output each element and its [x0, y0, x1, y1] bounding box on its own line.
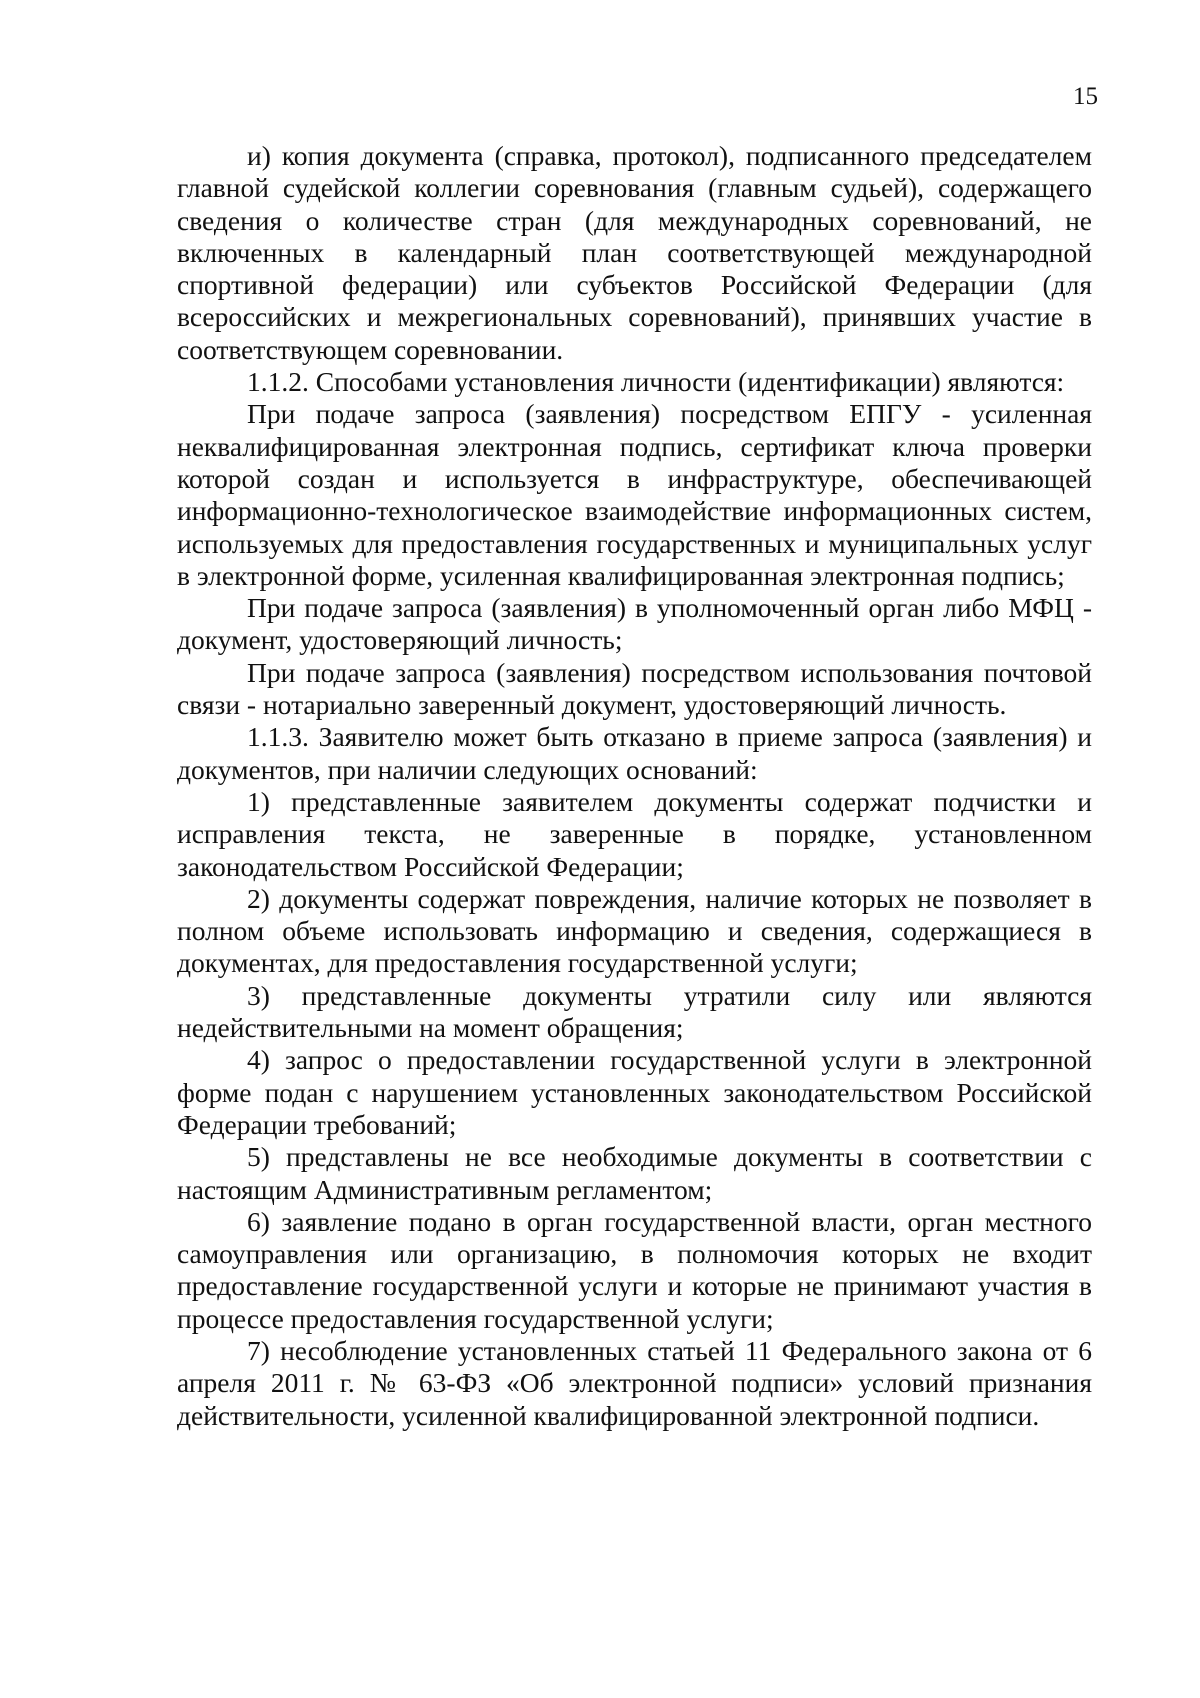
- paragraph-epgu: При подаче запроса (заявления) посредством ЕПГУ - усиленная неквалифицированная электронная подпись, сертификат ключа проверки которой создан и используется в инфраструктуре, обеспечивающей информационно-технологическое взаимодействие информационных систем, используемых для предоставления государственных и муниципальных услуг в электронной форме, усиленная квалифицированная электронная подпись;: [177, 398, 1092, 591]
- paragraph-mfc: При подаче запроса (заявления) в уполномоченный орган либо МФЦ - документ, удостоверяющий личность;: [177, 592, 1092, 656]
- list-item-2: 2) документы содержат повреждения, наличие которых не позволяет в полном объеме использовать информацию и сведения, содержащиеся в документах, для предоставления государственной услуги;: [177, 882, 1092, 979]
- list-item-3: 3) представленные документы утратили силу или являются недействительными на момент обращения;: [177, 979, 1092, 1044]
- paragraph-1-1-3: 1.1.3. Заявителю может быть отказано в приеме запроса (заявления) и документов, при наличии следующих оснований:: [177, 721, 1092, 785]
- list-item-1: 1) представленные заявителем документы содержат подчистки и исправления текста, не заверенные в порядке, установленном законодательством Российской Федерации;: [177, 785, 1092, 882]
- list-item-4: 4) запрос о предоставлении государственной услуги в электронной форме подан с нарушением установленных законодательством Российской Федерации требований;: [177, 1044, 1092, 1140]
- list-item-7: 7) несоблюдение установленных статьей 11 Федерального закона от 6 апреля 2011 г. № 63-ФЗ «Об электронной подписи» условий признания действительности, усиленной квалифицированной электронной подписи.: [177, 1334, 1092, 1431]
- paragraph-postal: При подаче запроса (заявления) посредством использования почтовой связи - нотариально заверенный документ, удостоверяющий личность.: [177, 656, 1092, 721]
- document-body: [177, 140, 1092, 1432]
- list-item-6: 6) заявление подано в орган государственной власти, орган местного самоуправления или организацию, в полномочия которых не входит предоставление государственной услуги и которые не принимают участия в процессе предоставления государственной услуги;: [177, 1205, 1092, 1334]
- page-number: 15: [1073, 83, 1098, 110]
- list-item-5: 5) представлены не все необходимые документы в соответствии с настоящим Административным регламентом;: [177, 1141, 1092, 1205]
- paragraph-1-1-2: 1.1.2. Способами установления личности (идентификации) являются:: [247, 366, 1065, 398]
- paragraph-item-i: и) копия документа (справка, протокол), подписанного председателем главной судейской коллегии соревнования (главным судьей), содержащего сведения о количестве стран (для международных соревнований, не включенных в календарный план соответствующей международной спортивной федерации) или субъектов Российской Федерации (для всероссийских и межрегиональных соревнований), принявших участие в соответствующем соревновании.: [177, 140, 1092, 365]
